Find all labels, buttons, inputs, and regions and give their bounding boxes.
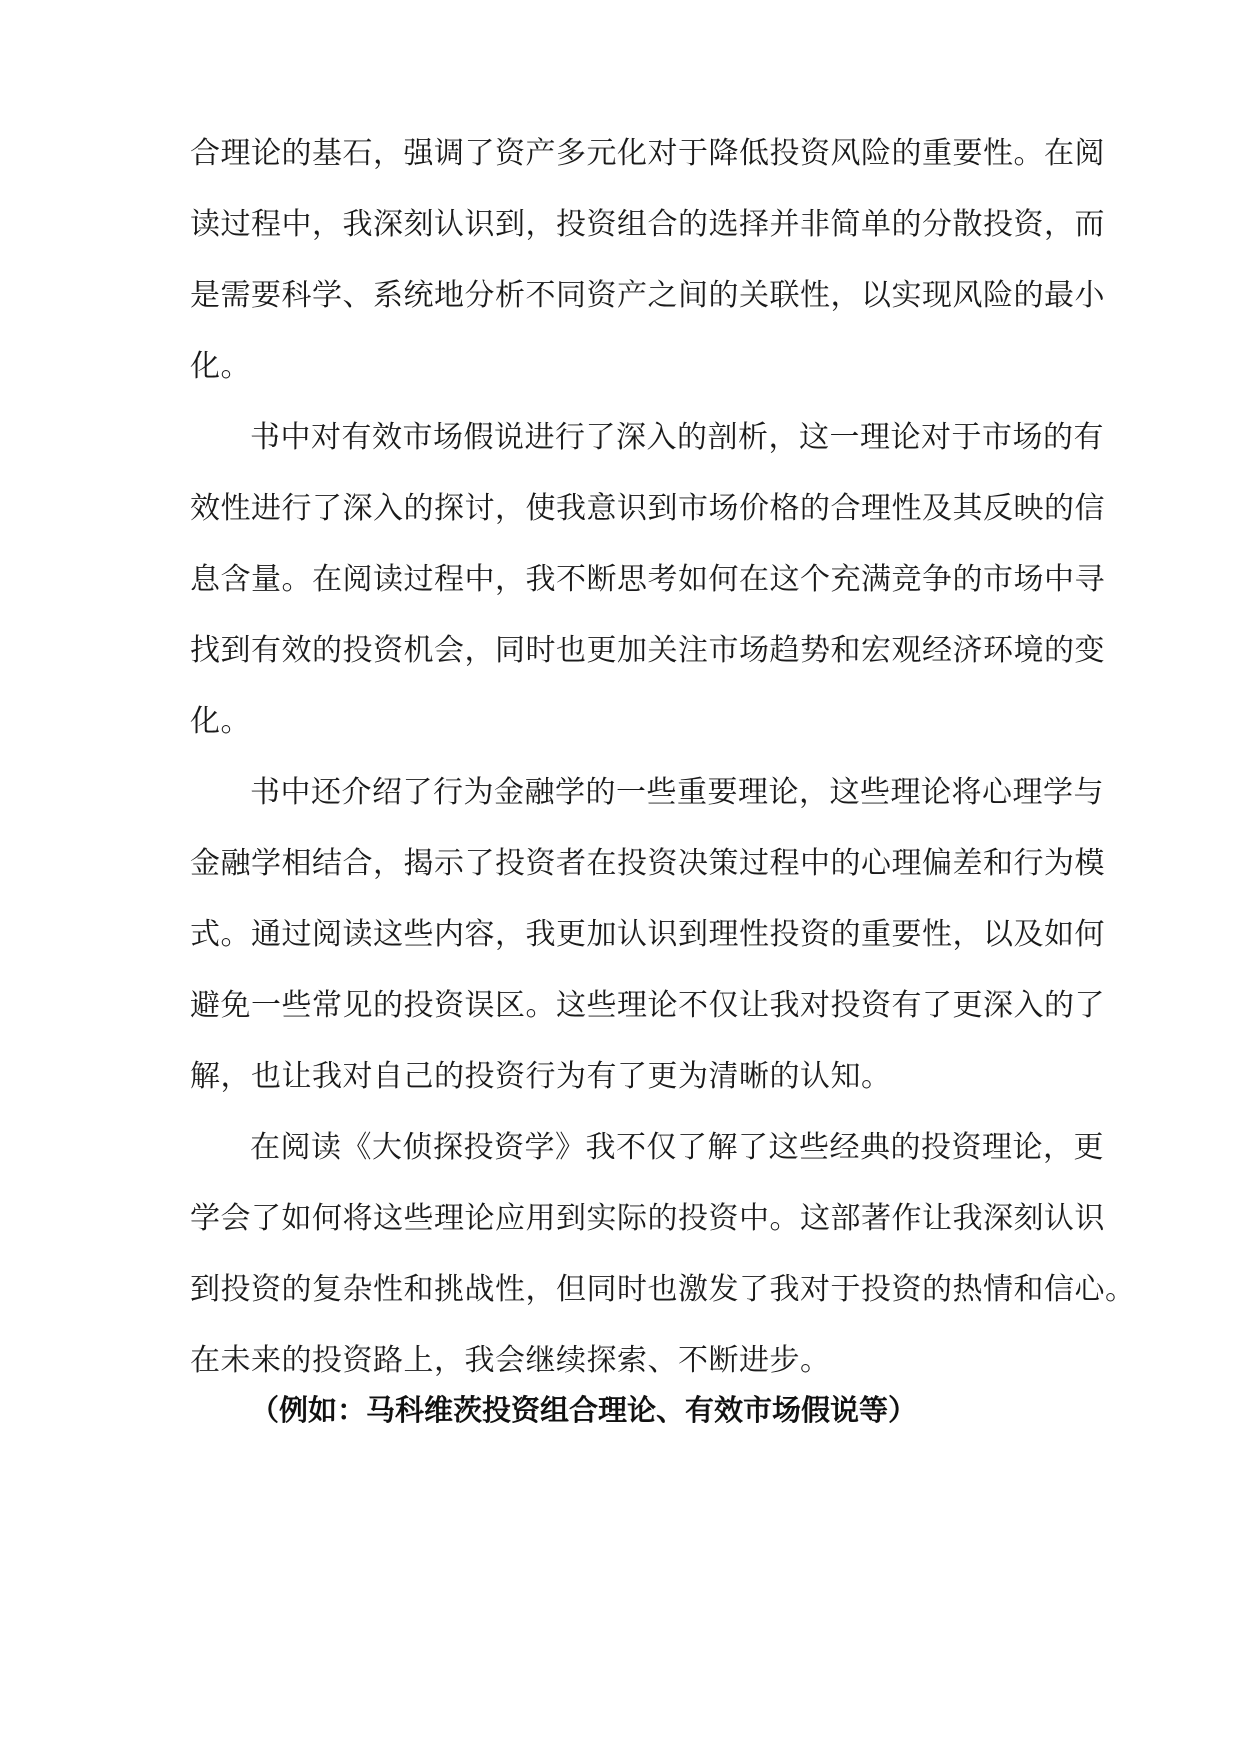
example-note: （例如：马科维茨投资组合理论、有效市场假说等） [250,1393,918,1427]
paragraph-1-line-4: 化。 [190,349,251,384]
paragraph-1-line-1: 合理论的基石，强调了资产多元化对于降低投资风险的重要性。在阅 [190,136,1105,171]
paragraph-3-line-4: 避免一些常见的投资误区。这些理论不仅让我对投资有了更深入的了 [190,988,1105,1023]
paragraph-2-line-2: 效性进行了深入的探讨，使我意识到市场价格的合理性及其反映的信 [190,491,1105,526]
paragraph-3-line-1: 书中还介绍了行为金融学的一些重要理论，这些理论将心理学与 [250,775,1104,810]
paragraph-2-line-5: 化。 [190,704,251,739]
paragraph-4-line-2: 学会了如何将这些理论应用到实际的投资中。这部著作让我深刻认识 [190,1201,1105,1236]
paragraph-3-line-5: 解，也让我对自己的投资行为有了更为清晰的认知。 [190,1059,892,1094]
paragraph-4-line-1: 在阅读《大侦探投资学》我不仅了解了这些经典的投资理论，更 [250,1130,1104,1165]
paragraph-3-line-2: 金融学相结合，揭示了投资者在投资决策过程中的心理偏差和行为模 [190,846,1105,881]
paragraph-2-line-4: 找到有效的投资机会，同时也更加关注市场趋势和宏观经济环境的变 [190,633,1105,668]
paragraph-2-line-1: 书中对有效市场假说进行了深入的剖析，这一理论对于市场的有 [250,420,1104,455]
paragraph-3-line-3: 式。通过阅读这些内容，我更加认识到理性投资的重要性，以及如何 [190,917,1105,952]
paragraph-1-line-2: 读过程中，我深刻认识到，投资组合的选择并非简单的分散投资，而 [190,207,1105,242]
paragraph-4-line-3: 到投资的复杂性和挑战性，但同时也激发了我对于投资的热情和信心。 [190,1272,1136,1307]
paragraph-1-line-3: 是需要科学、系统地分析不同资产之间的关联性，以实现风险的最小 [190,278,1105,313]
paragraph-2-line-3: 息含量。在阅读过程中，我不断思考如何在这个充满竞争的市场中寻 [190,562,1105,597]
paragraph-4-line-4: 在未来的投资路上，我会继续探索、不断进步。 [190,1343,831,1378]
